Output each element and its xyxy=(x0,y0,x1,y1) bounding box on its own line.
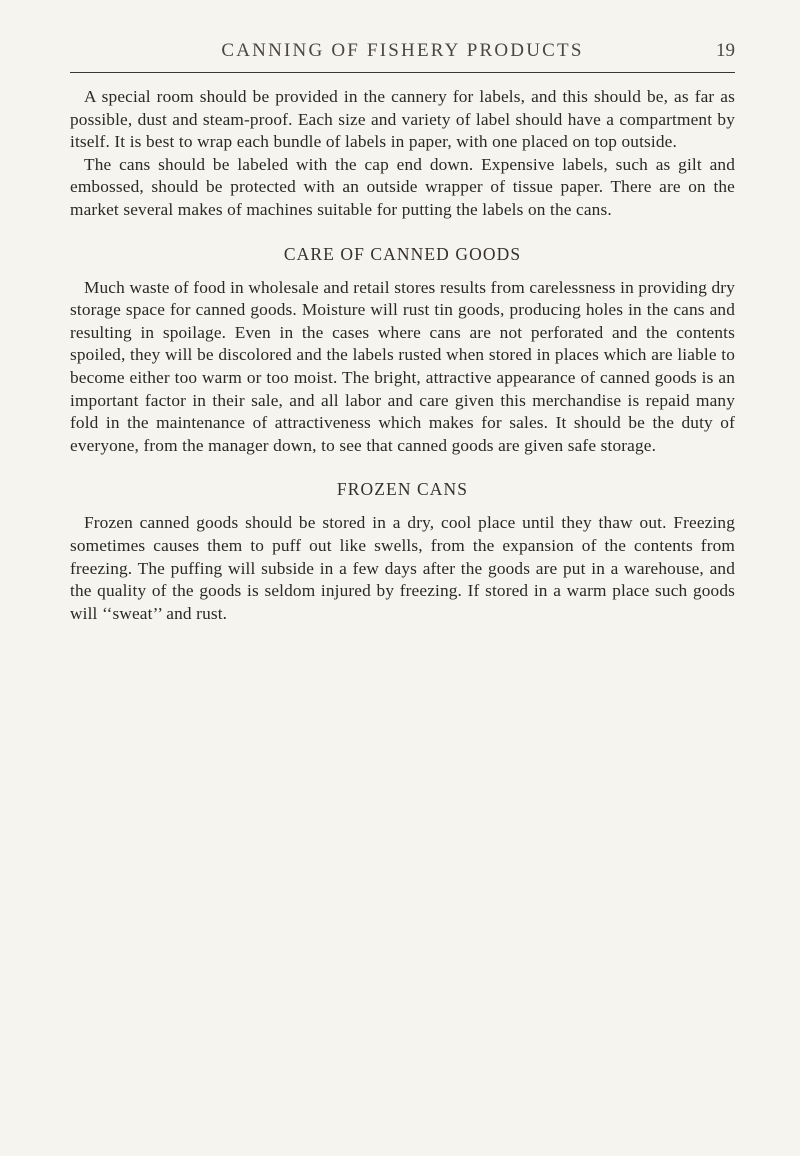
paragraph-frozen-cans: Frozen canned goods should be stored in a dry, cool place until they thaw out. Freezing sometimes causes them to puff out like swells, from the expansion of the contents from freezing. The puffing will subside in a few days after the goods are put in a warehouse, and the quality of the goods is seldom injured by freezing. If stored in a warm place such goods will ‘‘sweat’’ and rust. xyxy=(70,513,735,623)
paragraph-labeling-cans: The cans should be labeled with the cap end down. Expensive labels, such as gilt and embossed, should be protected with an outside wrapper of tissue paper. There are on the market several makes of machines suitable for putting the labels on the cans. xyxy=(70,154,735,219)
page-number: 19 xyxy=(716,40,735,61)
paragraph-labels-room: A special room should be provided in the cannery for labels, and this should be, as far as possible, dust and steam-proof. Each size and variety of label should have a compartment by itself. It is best to wrap each bundle of labels in paper, with one placed on top outside. xyxy=(70,87,735,152)
page-header xyxy=(70,40,735,73)
paragraph-care-of-canned-goods: Much waste of food in wholesale and retail stores results from carelessness in providing dry storage space for canned goods. Moisture will rust tin goods, producing holes in the cans and resulting in spoilage. Even in the cases where cans are not perforated and the contents spoiled, they will be discolored and the labels rusted when stored in places which are liable to become either too warm or too moist. The bright, attractive appearance of canned goods is an important factor in their sale, and all labor and care given this merchandise is repaid many fold in the maintenance of attractiveness which makes for sales. It should be the duty of everyone, from the manager down, to see that canned goods are given safe storage. xyxy=(70,277,735,455)
section-heading-frozen-cans: FROZEN CANS xyxy=(336,479,469,500)
section-heading-care-of-canned-goods: CARE OF CANNED GOODS xyxy=(283,243,522,264)
page-body xyxy=(70,86,735,625)
running-title: CANNING OF FISHERY PRODUCTS xyxy=(221,40,584,61)
